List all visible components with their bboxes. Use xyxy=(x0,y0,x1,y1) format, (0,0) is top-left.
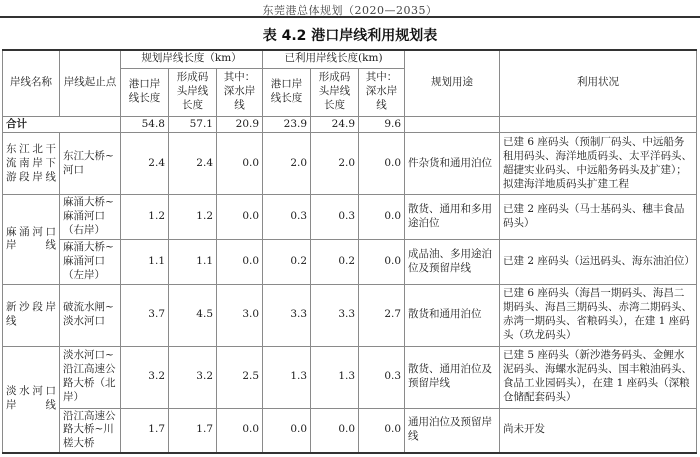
planned-port-length: 1.7 xyxy=(121,408,169,453)
running-head: 东莞港总体规划（2020—2035） xyxy=(262,4,438,17)
table-row xyxy=(3,408,697,453)
header-shoreline-name: 岸线名称 xyxy=(3,50,60,116)
planned-port-length: 3.2 xyxy=(121,346,169,408)
header-planned-use: 规划用途 xyxy=(405,50,500,116)
used-deep-water: 2.7 xyxy=(359,284,405,346)
planned-deep-water: 0.0 xyxy=(217,195,263,240)
segment: 麻涌大桥~麻涌河口（右岸） xyxy=(60,195,121,240)
utilization-status: 已建 6 座码头（海昌一期码头、海昌二期码头、海昌三期码头、赤湾二期码头、赤湾一期码头、省粮码头），在建 1 座码头（玖龙码头） xyxy=(500,284,697,346)
planned-terminal-length: 1.2 xyxy=(169,195,217,240)
planned-terminal-length: 3.2 xyxy=(169,346,217,408)
total-label: 合计 xyxy=(3,116,121,133)
header-planned-terminal-length: 形成码头岸线长度 xyxy=(169,68,217,116)
table-row xyxy=(3,195,697,240)
planned-use: 通用泊位及预留岸线 xyxy=(405,408,500,453)
planned-terminal-length: 2.4 xyxy=(169,133,217,195)
header-row-1 xyxy=(3,50,697,68)
planned-deep-water: 0.0 xyxy=(217,239,263,284)
planned-terminal-length: 4.5 xyxy=(169,284,217,346)
used-terminal-length: 0.0 xyxy=(311,408,359,453)
table-row xyxy=(3,346,697,408)
used-terminal-length: 0.3 xyxy=(311,195,359,240)
planned-use: 散货、通用和多用途泊位 xyxy=(405,195,500,240)
planned-terminal-length: 1.1 xyxy=(169,239,217,284)
total-planned-terminal: 57.1 xyxy=(169,116,217,133)
used-port-length: 0.2 xyxy=(263,239,311,284)
utilization-status: 已建 2 座码头（马士基码头、穗丰食品码头） xyxy=(500,195,697,240)
planned-port-length: 2.4 xyxy=(121,133,169,195)
table-row xyxy=(3,133,697,195)
planned-deep-water: 2.5 xyxy=(217,346,263,408)
total-planned-deep: 20.9 xyxy=(217,116,263,133)
header-start-end: 岸线起止点 xyxy=(60,50,121,116)
used-terminal-length: 2.0 xyxy=(311,133,359,195)
total-used-deep: 9.6 xyxy=(359,116,405,133)
utilization-status: 已建 2 座码头（运迅码头、海东油泊位） xyxy=(500,239,697,284)
used-port-length: 0.3 xyxy=(263,195,311,240)
shoreline-name: 东江北干流南岸下游段岸线 xyxy=(3,133,60,195)
segment: 麻涌大桥~麻涌河口（左岸） xyxy=(60,239,121,284)
utilization-status: 已建 5 座码头（新沙港务码头、金鲤水泥码头、海螺水泥码头、国丰粮油码头、食品工业园码头），在建 1 座码头（深粮仓储配套码头） xyxy=(500,346,697,408)
planned-use: 件杂货和通用泊位 xyxy=(405,133,500,195)
used-deep-water: 0.3 xyxy=(359,346,405,408)
utilization-status: 尚未开发 xyxy=(500,408,697,453)
shoreline-name: 新沙段岸线 xyxy=(3,284,60,346)
used-terminal-length: 0.2 xyxy=(311,239,359,284)
planned-port-length: 1.2 xyxy=(121,195,169,240)
planned-port-length: 1.1 xyxy=(121,239,169,284)
planned-terminal-length: 1.7 xyxy=(169,408,217,453)
header-planned-length: 规划岸线长度（km） xyxy=(121,50,263,68)
total-used-terminal: 24.9 xyxy=(311,116,359,133)
used-deep-water: 0.0 xyxy=(359,195,405,240)
header-planned-deep-water: 其中：深水岸线 xyxy=(217,68,263,116)
table-row xyxy=(3,239,697,284)
used-port-length: 1.3 xyxy=(263,346,311,408)
used-terminal-length: 3.3 xyxy=(311,284,359,346)
header-used-port-length: 港口岸线长度 xyxy=(263,68,311,116)
shoreline-name: 麻涌河口岸线 xyxy=(3,195,60,284)
used-deep-water: 0.0 xyxy=(359,239,405,284)
planned-port-length: 3.7 xyxy=(121,284,169,346)
total-row xyxy=(3,116,697,133)
planned-use: 成品油、多用途泊位及预留岸线 xyxy=(405,239,500,284)
table-title: 表 4.2 港口岸线利用规划表 xyxy=(262,28,438,44)
total-used-port: 23.9 xyxy=(263,116,311,133)
header-used-terminal-length: 形成码头岸线长度 xyxy=(311,68,359,116)
used-port-length: 0.0 xyxy=(263,408,311,453)
table-row xyxy=(3,284,697,346)
total-status-empty xyxy=(500,116,697,133)
planned-use: 散货和通用泊位 xyxy=(405,284,500,346)
segment: 东江大桥~河口 xyxy=(60,133,121,195)
used-terminal-length: 1.3 xyxy=(311,346,359,408)
header-used-length: 已利用岸线长度(km) xyxy=(263,50,405,68)
used-deep-water: 0.0 xyxy=(359,133,405,195)
header-utilization-status: 利用状况 xyxy=(500,50,697,116)
segment: 破流水闸~淡水河口 xyxy=(60,284,121,346)
total-use-empty xyxy=(405,116,500,133)
used-port-length: 2.0 xyxy=(263,133,311,195)
planned-deep-water: 0.0 xyxy=(217,408,263,453)
header-used-deep-water: 其中：深水岸线 xyxy=(359,68,405,116)
planned-deep-water: 3.0 xyxy=(217,284,263,346)
utilization-status: 已建 6 座码头（预制厂码头、中远船务租用码头、海洋地质码头、太平洋码头、超捷实业码头、中远船务码头及扩建）；拟建海洋地质码头扩建工程 xyxy=(500,133,697,195)
shoreline-name: 淡水河口岸线 xyxy=(3,346,60,453)
segment: 沿江高速公路大桥~川槎大桥 xyxy=(60,408,121,453)
planned-use: 散货、通用泊位及预留岸线 xyxy=(405,346,500,408)
used-deep-water: 0.0 xyxy=(359,408,405,453)
planned-deep-water: 0.0 xyxy=(217,133,263,195)
header-planned-port-length: 港口岸线长度 xyxy=(121,68,169,116)
shoreline-plan-table xyxy=(2,49,697,454)
header-rule xyxy=(0,16,700,18)
total-planned-port: 54.8 xyxy=(121,116,169,133)
segment: 淡水河口~沿江高速公路大桥（北岸） xyxy=(60,346,121,408)
used-port-length: 3.3 xyxy=(263,284,311,346)
